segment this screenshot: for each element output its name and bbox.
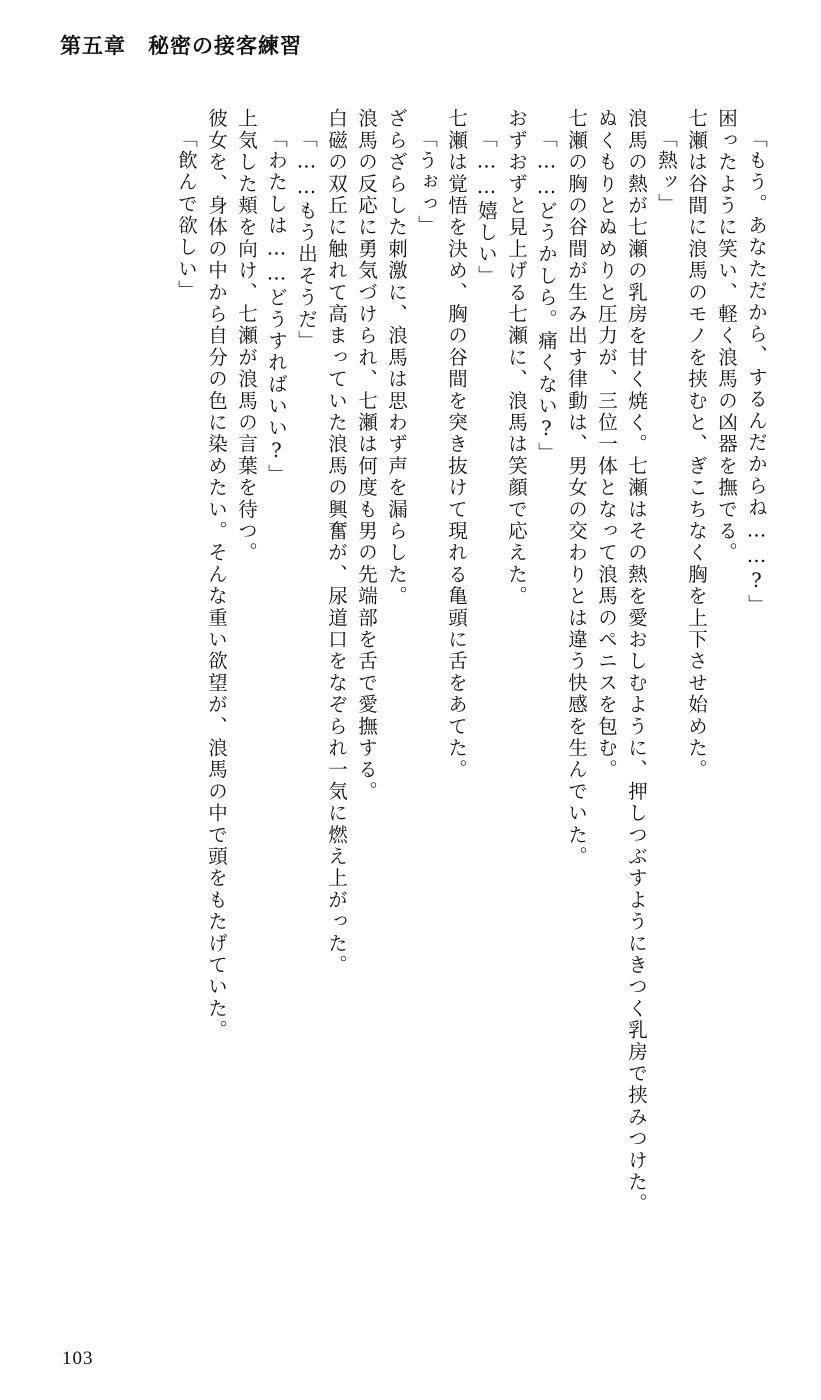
body-line: 「わたしは……どうすればいい?」 — [265, 128, 288, 486]
body-line: 上気した頬を向け、七瀬が浪馬の言葉を待つ。 — [235, 108, 258, 564]
body-line: 「……どうかしら。痛くない?」 — [535, 128, 558, 464]
body-line: 困ったように笑い、軽く浪馬の凶器を撫でる。 — [715, 108, 738, 564]
body-line: 七瀬の胸の谷間が生み出す律動は、男女の交わりとは違う快感を生んでいた。 — [565, 108, 588, 868]
body-line: 彼女を、身体の中から自分の色に染めたい。そんな重い欲望が、浪馬の中で頭をもたげていた。 — [205, 108, 228, 1042]
body-line: 「……嬉しい」 — [475, 128, 498, 287]
body-line: 「うぉっ」 — [415, 128, 438, 237]
chapter-number: 第五章 — [60, 33, 126, 58]
chapter-header — [60, 30, 302, 60]
body-line: ぬくもりとぬめりと圧力が、三位一体となって浪馬のペニスを包む。 — [595, 108, 618, 781]
body-line: 「熱ッ」 — [655, 128, 678, 215]
body-line: 七瀬は覚悟を決め、胸の谷間を突き抜けて現れる亀頭に舌をあてた。 — [445, 108, 468, 781]
body-line: ざらざらした刺激に、浪馬は思わず声を漏らした。 — [385, 108, 408, 608]
page-number: 103 — [62, 1348, 94, 1369]
body-line: 白磁の双丘に触れて高まっていた浪馬の興奮が、尿道口をなぞられ一気に燃え上がった。 — [325, 108, 348, 976]
body-line: おずおずと見上げる七瀬に、浪馬は笑顔で応えた。 — [505, 108, 528, 608]
body-text-area — [40, 108, 766, 1328]
body-line: 浪馬の熱が七瀬の乳房を甘く焼く。七瀬はその熱を愛おしむように、押しつぶすようにきつく乳房で挟みつけた。 — [625, 108, 648, 1215]
body-line: 「もう。あなただから、するんだからね……?」 — [745, 128, 768, 616]
body-line: 浪馬の反応に勇気づけられ、七瀬は何度も男の先端部を舌で愛撫する。 — [355, 108, 378, 803]
chapter-title: 秘密の接客練習 — [148, 33, 302, 58]
body-line: 「……もう出そうだ」 — [295, 128, 318, 352]
body-line: 「飲んで欲しい」 — [175, 128, 198, 302]
body-line: 七瀬は谷間に浪馬のモノを挟むと、ぎこちなく胸を上下させ始めた。 — [685, 108, 708, 781]
